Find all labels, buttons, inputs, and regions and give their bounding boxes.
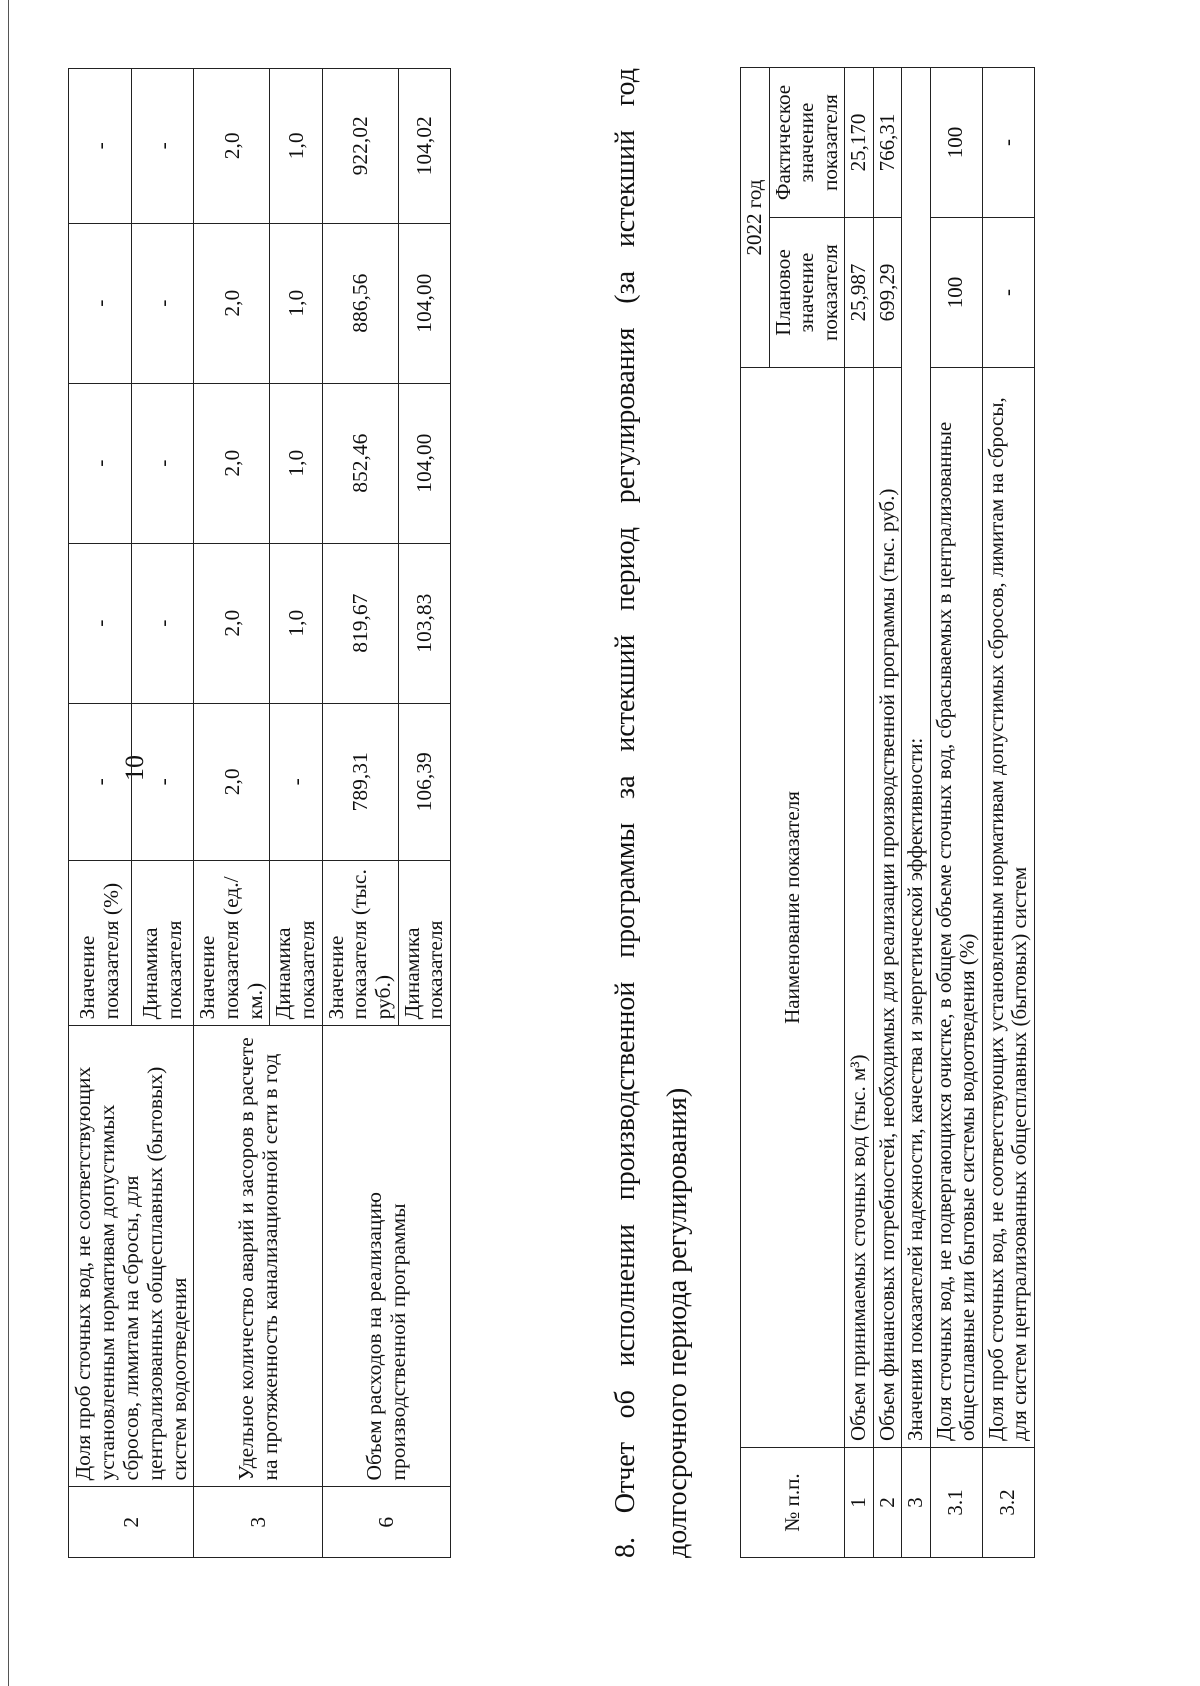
section-title-line-2: долгосрочного периода регулирования)	[662, 1087, 693, 1558]
indicator-name: Удельное количество аварий и засоров в расчете на протяженность канализационной сети в год	[194, 1026, 322, 1487]
table-header-row	[741, 67, 770, 1557]
section-title-line-1: 8. Отчет об исполнении производственной программы за истекший период регулирования (за истекший год	[610, 68, 641, 1558]
plan-value: -	[982, 218, 1034, 368]
sub-label: Значение показателя (%)	[69, 860, 132, 1025]
column-header-number: № п.п.	[741, 1448, 845, 1558]
row-number: 6	[322, 1487, 450, 1558]
table-row	[69, 69, 132, 1558]
fact-value: -	[982, 67, 1034, 217]
table-cell: 1,0	[270, 69, 322, 224]
row-number: 3.2	[982, 1448, 1034, 1558]
table-cell: 2,0	[194, 69, 270, 224]
row-number: 1	[845, 1448, 874, 1558]
indicator-name: Объем расходов на реализацию производственной программы	[322, 1026, 450, 1487]
plan-value: 699,29	[873, 218, 902, 368]
sub-label: Значение показателя (тыс. руб.)	[322, 860, 398, 1025]
column-header-plan: Плановое значение показателя	[769, 218, 845, 368]
table-cell: 1,0	[270, 383, 322, 543]
table-cell: 852,46	[322, 383, 398, 543]
table-cell: -	[131, 69, 194, 224]
indicator-name: Доля проб сточных вод, не соответствующих установленным нормативам допустимых сбросов, лимитам на сбросы, для централизованных общесплавных (бытовых) систем водоотведения	[69, 1026, 194, 1487]
indicators-table	[68, 68, 451, 1558]
table-row	[873, 67, 902, 1557]
table-row	[902, 67, 931, 1557]
table-cell: -	[270, 703, 322, 860]
table-row	[194, 69, 270, 1558]
table-cell: -	[69, 69, 132, 224]
sub-label: Динамика показателя	[131, 860, 194, 1025]
sub-label: Динамика показателя	[270, 860, 322, 1025]
indicator-name: Объем принимаемых сточных вод (тыс. м³)	[845, 368, 874, 1448]
table-cell: 2,0	[194, 223, 270, 383]
table-cell: 2,0	[194, 703, 270, 860]
table-cell: 106,39	[398, 703, 450, 860]
row-number: 2	[69, 1487, 194, 1558]
indicator-name: Доля сточных вод, не подвергающихся очистке, в общем объеме сточных вод, сбрасываемых в централизованные общесплавные или бытовые системы водоотведения (%)	[930, 368, 982, 1448]
row-number: 3	[902, 1448, 931, 1558]
table-cell: 819,67	[322, 543, 398, 703]
plan-value: 25,987	[845, 218, 874, 368]
table-cell: 104,02	[398, 69, 450, 224]
table-cell: 104,00	[398, 223, 450, 383]
fact-value: 100	[930, 67, 982, 217]
table-cell: -	[131, 383, 194, 543]
column-header-fact: Фактическое значение показателя	[769, 67, 845, 217]
table-cell: 886,56	[322, 223, 398, 383]
table-cell: 103,83	[398, 543, 450, 703]
table-cell: 2,0	[194, 543, 270, 703]
table-row	[322, 69, 398, 1558]
table-cell: -	[69, 223, 132, 383]
indicator-name: Доля проб сточных вод, не соответствующих установленным нормативам допустимых сбросов, лимитам на сбросы, для систем централизованных общесплавных (бытовых) систем	[982, 368, 1034, 1448]
table-row	[930, 67, 982, 1557]
indicator-group-name: Значения показателей надежности, качества и энергетической эффективности:	[902, 67, 931, 1447]
table-cell: -	[69, 703, 132, 860]
column-header-name: Наименование показателя	[741, 368, 845, 1448]
fact-value: 766,31	[873, 67, 902, 217]
column-header-year: 2022 год	[741, 67, 770, 367]
table-cell: 1,0	[270, 543, 322, 703]
table-cell: -	[69, 383, 132, 543]
page-number: 10	[120, 755, 149, 781]
table-cell: 922,02	[322, 69, 398, 224]
table-cell: 104,00	[398, 383, 450, 543]
table-cell: -	[69, 543, 132, 703]
table-row	[845, 67, 874, 1557]
fact-value: 25,170	[845, 67, 874, 217]
table-cell: -	[131, 543, 194, 703]
row-number: 2	[873, 1448, 902, 1558]
table-cell: 2,0	[194, 383, 270, 543]
sub-label: Динамика показателя	[398, 860, 450, 1025]
table-cell: 789,31	[322, 703, 398, 860]
table-row	[982, 67, 1034, 1557]
plan-value: 100	[930, 218, 982, 368]
row-number: 3	[194, 1487, 322, 1558]
indicator-name: Объем финансовых потребностей, необходимых для реализации производственной программы (тыс. руб.)	[873, 368, 902, 1448]
table-cell: -	[131, 703, 194, 860]
sub-label: Значение показателя (ед./км.)	[194, 860, 270, 1025]
table-cell: -	[131, 223, 194, 383]
section-heading	[600, 68, 704, 1558]
table-cell: 1,0	[270, 223, 322, 383]
row-number: 3.1	[930, 1448, 982, 1558]
report-table	[740, 67, 1035, 1558]
